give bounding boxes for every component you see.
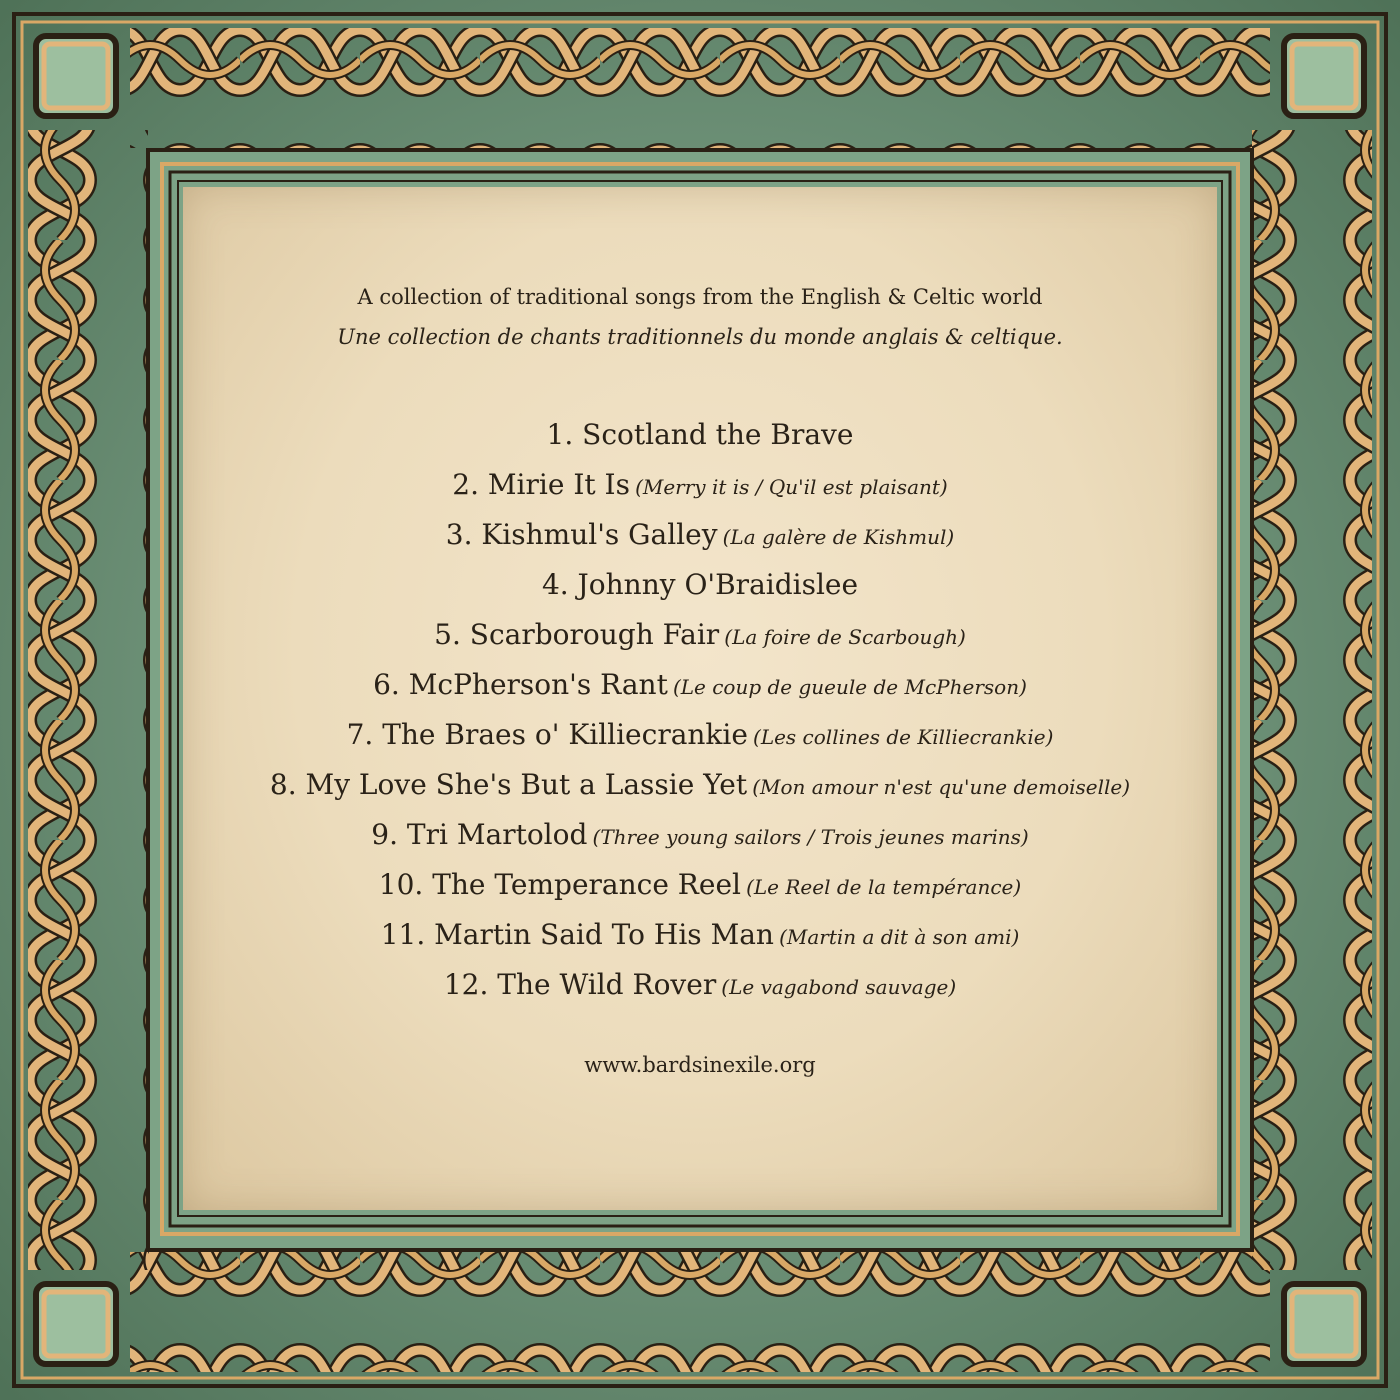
track-item (183, 417, 1217, 467)
track-translation: (Les collines de Killiecrankie) (753, 725, 1054, 749)
track-list (183, 417, 1217, 1017)
track-item (183, 767, 1217, 817)
track-title: 8. My Love She's But a Lassie Yet (269, 768, 748, 801)
track-translation: (Le vagabond sauvage) (721, 975, 957, 999)
tracklist-content (183, 187, 1217, 1210)
track-title: 12. The Wild Rover (443, 968, 717, 1001)
track-translation: (La galère de Kishmul) (722, 525, 955, 549)
track-item (183, 667, 1217, 717)
knot-band-left (28, 130, 148, 1270)
knot-band-bottom (130, 1252, 1270, 1372)
track-item (183, 567, 1217, 617)
track-item (183, 917, 1217, 967)
track-title: 10. The Temperance Reel (378, 868, 741, 901)
track-title: 9. Tri Martolod (371, 818, 588, 851)
track-item (183, 967, 1217, 1017)
track-title: 1. Scotland the Brave (546, 418, 854, 451)
track-item (183, 867, 1217, 917)
knot-band-right (1252, 130, 1372, 1270)
track-title: 6. McPherson's Rant (373, 668, 668, 701)
knot-band-top (130, 28, 1270, 148)
track-translation: (Le coup de gueule de McPherson) (672, 675, 1027, 699)
track-translation: (Le Reel de la tempérance) (746, 875, 1022, 899)
track-item (183, 617, 1217, 667)
track-item (183, 467, 1217, 517)
track-title: 3. Kishmul's Galley (445, 518, 718, 551)
track-translation: (Three young sailors / Trois jeunes marins) (592, 825, 1029, 849)
intro-english: A collection of traditional songs from the English & Celtic world (357, 285, 1043, 309)
track-title: 2. Mirie It Is (452, 468, 630, 501)
track-translation: (Mon amour n'est qu'une demoiselle) (752, 775, 1131, 799)
track-title: 11. Martin Said To His Man (380, 918, 774, 951)
track-title: 4. Johnny O'Braidislee (541, 568, 859, 601)
intro-french: Une collection de chants traditionnels du monde anglais & celtique. (337, 325, 1063, 349)
website-url: www.bardsinexile.org (584, 1053, 816, 1077)
track-item (183, 817, 1217, 867)
track-title: 7. The Braes o' Killiecrankie (346, 718, 748, 751)
track-translation: (Merry it is / Qu'il est plaisant) (635, 475, 948, 499)
track-translation: (La foire de Scarbough) (724, 625, 966, 649)
track-title: 5. Scarborough Fair (434, 618, 720, 651)
track-item (183, 717, 1217, 767)
track-item (183, 517, 1217, 567)
track-translation: (Martin a dit à son ami) (779, 925, 1020, 949)
